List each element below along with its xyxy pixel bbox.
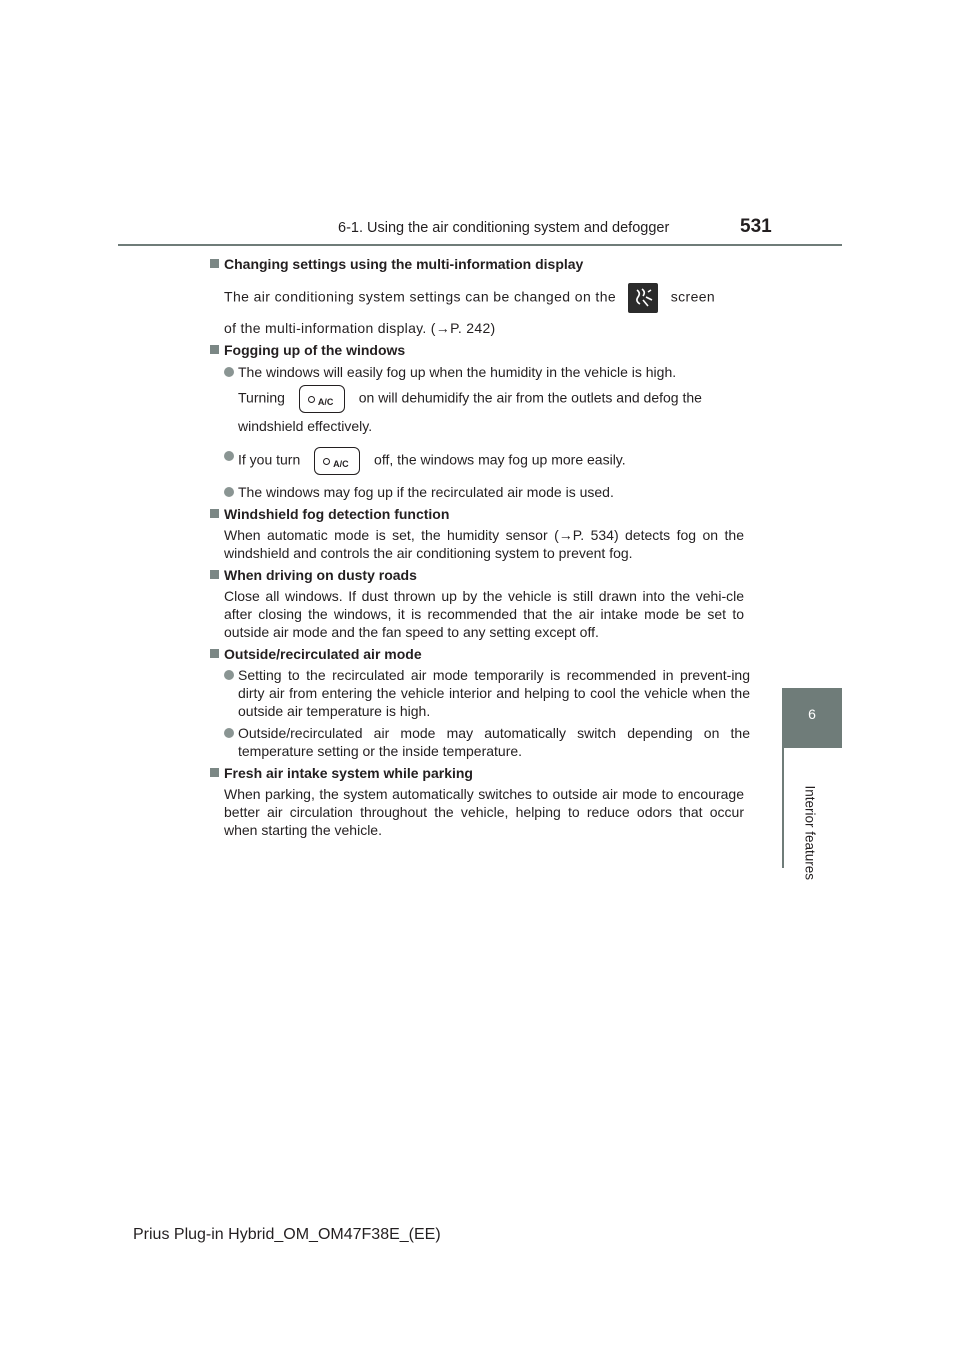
square-bullet-icon [210, 345, 219, 354]
section-title [210, 645, 750, 663]
page-content [210, 255, 750, 839]
ac-button-label: A/C [333, 459, 349, 469]
ac-button-icon [314, 447, 360, 475]
paragraph-text: The air conditioning system settings can be changed on the [224, 288, 617, 305]
section-title [210, 764, 750, 782]
square-bullet-icon [210, 570, 219, 579]
section-title [210, 505, 750, 523]
paragraph-text: When parking, the system automatically switches to outside air mode to encourage better air circulation throughout the vehicle, helping to reduce odors that occur when starting the vehicle. [224, 786, 744, 838]
bullet-text: windshield effectively. [238, 418, 373, 434]
round-bullet-icon [224, 487, 234, 497]
climate-settings-icon [628, 283, 658, 313]
bullet-text: If you turn [238, 451, 301, 468]
ac-button-label: A/C [317, 397, 334, 407]
bullet-text: The windows may fog up if the recirculated air mode is used. [238, 484, 614, 500]
chapter-number: 6 [808, 706, 816, 722]
section-title-text: Outside/recirculated air mode [224, 646, 422, 662]
section-title-text: Changing settings using the multi-information display [224, 256, 584, 272]
paragraph [224, 283, 750, 313]
bullet-continuation [210, 385, 750, 413]
section-air-mode [210, 645, 750, 760]
round-bullet-icon [224, 367, 234, 377]
square-bullet-icon [210, 649, 219, 658]
paragraph-text: screen [670, 288, 716, 305]
square-bullet-icon [210, 509, 219, 518]
bullet-text: off, the windows may fog up more easily. [374, 451, 626, 468]
section-title-text: Windshield fog detection function [224, 506, 450, 522]
bullet-item [210, 724, 750, 760]
header-divider [118, 244, 842, 246]
paragraph-text: Close all windows. If dust thrown up by the vehicle is still drawn into the vehi-cle after closing the windows, it is recommended that the air intake mode be set to outside air mode and the fan speed to any setting except off. [224, 588, 744, 640]
bullet-item [210, 483, 750, 501]
indicator-light-icon [308, 396, 315, 403]
bullet-text: Setting to the recirculated air mode temporarily is recommended in prevent-ing dirty air from entering the vehicle interior and helping to cool the vehicle when the outside air temperature is high. [238, 667, 750, 719]
bullet-text: Outside/recirculated air mode may automatically switch depending on the temperature setting or the inside temperature. [238, 725, 750, 759]
section-title [210, 566, 750, 584]
indicator-light-icon [323, 458, 330, 465]
round-bullet-icon [224, 728, 234, 738]
section-title [210, 255, 750, 273]
chapter-label: Interior features [802, 785, 818, 881]
square-bullet-icon [210, 768, 219, 777]
bullet-text: The windows will easily fog up when the humidity in the vehicle is high. [238, 364, 677, 380]
section-fog-detection [210, 505, 750, 562]
paragraph-text: When automatic mode is set, the humidity sensor (→P. 534) detects fog on the windshield and controls the air conditioning system to prevent fog. [224, 527, 744, 561]
section-fogging-windows [210, 341, 750, 501]
ac-button-icon [299, 385, 345, 413]
bullet-item [210, 447, 750, 475]
square-bullet-icon [210, 259, 219, 268]
round-bullet-icon [224, 451, 234, 461]
paragraph-text: of the multi-information display. (→P. 242) [224, 320, 496, 336]
document-footer: Prius Plug-in Hybrid_OM_OM47F38E_(EE) [133, 1226, 441, 1243]
bullet-text: on will dehumidify the air from the outlets and defog the [358, 389, 702, 406]
section-title-text: Fresh air intake system while parking [224, 765, 473, 781]
section-title-text: When driving on dusty roads [224, 567, 417, 583]
section-title [210, 341, 750, 359]
bullet-text: Turning [238, 389, 285, 406]
section-header-title: 6-1. Using the air conditioning system and defogger [338, 220, 670, 236]
section-fresh-air-intake [210, 764, 750, 839]
round-bullet-icon [224, 670, 234, 680]
bullet-item [210, 666, 750, 720]
page-number: 531 [740, 216, 772, 237]
section-title-text: Fogging up of the windows [224, 342, 406, 358]
section-multi-info-display [210, 255, 750, 337]
section-dusty-roads [210, 566, 750, 641]
bullet-item [210, 363, 750, 381]
